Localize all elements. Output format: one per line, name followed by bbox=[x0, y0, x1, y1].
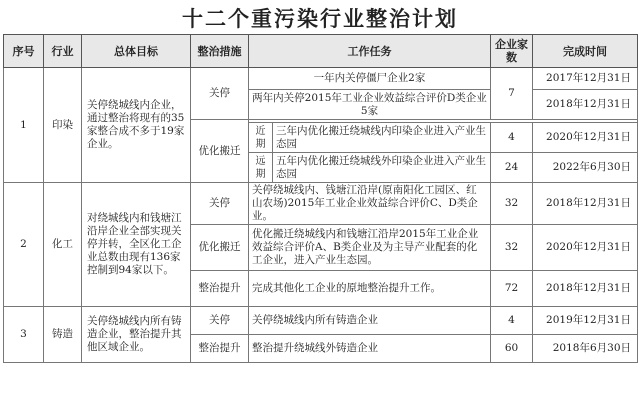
measure-cell: 整治提升 bbox=[191, 335, 249, 363]
count-cell: 4 bbox=[491, 307, 533, 335]
count-cell: 60 bbox=[491, 335, 533, 363]
header-count: 企业家数 bbox=[491, 35, 533, 68]
seq-cell: 3 bbox=[4, 307, 44, 363]
header-industry: 行业 bbox=[44, 35, 82, 68]
count-cell: 4 bbox=[491, 123, 533, 153]
deadline-cell: 2017年12月31日 bbox=[533, 68, 638, 90]
table-row bbox=[4, 307, 638, 335]
task-cell: 优化搬迁绕城线内和钱塘江沿岸2015年工业企业效益综合评价A、B类企业及为主导产业配套的化工企业，进入产业生态园。 bbox=[249, 225, 491, 271]
goal-cell: 关停绕城线内企业，通过整治将现有的35家整合成不多于19家企业。 bbox=[82, 68, 191, 183]
page-title: 十二个重污染行业整治计划 bbox=[182, 6, 458, 31]
count-cell: 32 bbox=[491, 183, 533, 225]
deadline-cell: 2020年12月31日 bbox=[533, 123, 638, 153]
measure-cell: 优化搬迁 bbox=[191, 120, 249, 183]
table-row bbox=[4, 183, 638, 225]
deadline-cell: 2020年12月31日 bbox=[533, 225, 638, 271]
header-goal: 总体目标 bbox=[82, 35, 191, 68]
measure-cell: 关停 bbox=[191, 307, 249, 335]
measure-cell: 整治提升 bbox=[191, 271, 249, 307]
industry-cell: 铸造 bbox=[44, 307, 82, 363]
term-cell: 近期 bbox=[249, 123, 273, 153]
industry-cell: 印染 bbox=[44, 68, 82, 183]
count-cell: 32 bbox=[491, 225, 533, 271]
task-cell: 两年内关停2015年工业企业效益综合评价D类企业5家 bbox=[249, 90, 491, 120]
header-task: 工作任务 bbox=[249, 35, 491, 68]
measure-cell: 关停 bbox=[191, 68, 249, 120]
deadline-cell: 2022年6月30日 bbox=[533, 153, 638, 183]
deadline-cell: 2018年6月30日 bbox=[533, 335, 638, 363]
task-cell: 完成其他化工企业的原地整治提升工作。 bbox=[249, 271, 491, 307]
table-row bbox=[4, 68, 638, 90]
measure-cell: 关停 bbox=[191, 183, 249, 225]
task-cell: 关停绕城线内、钱塘江沿岸(原南阳化工园区、红山农场)2015年工业企业效益综合评价C、D类企业。 bbox=[249, 183, 491, 225]
deadline-cell: 2018年12月31日 bbox=[533, 183, 638, 225]
term-cell: 远期 bbox=[249, 153, 273, 183]
task-cell: 整治提升绕城线外铸造企业 bbox=[249, 335, 491, 363]
header-row bbox=[4, 35, 638, 68]
task-cell: 三年内优化搬迁绕城线内印染企业进入产业生态园 bbox=[273, 123, 491, 153]
header-seq: 序号 bbox=[4, 35, 44, 68]
task-cell: 一年内关停僵尸企业2家 bbox=[249, 68, 491, 90]
task-cell: 关停绕城线内所有铸造企业 bbox=[249, 307, 491, 335]
plan-table bbox=[3, 34, 638, 363]
industry-cell: 化工 bbox=[44, 183, 82, 307]
deadline-cell: 2018年12月31日 bbox=[533, 90, 638, 120]
count-cell: 24 bbox=[491, 153, 533, 183]
header-measure: 整治措施 bbox=[191, 35, 249, 68]
measure-cell: 优化搬迁 bbox=[191, 225, 249, 271]
count-cell: 72 bbox=[491, 271, 533, 307]
seq-cell: 1 bbox=[4, 68, 44, 183]
goal-cell: 对绕城线内和钱塘江沿岸企业全部实现关停并转，全区化工企业总数由现有136家控制到94家以下。 bbox=[82, 183, 191, 307]
deadline-cell: 2018年12月31日 bbox=[533, 271, 638, 307]
goal-cell: 关停绕城线内所有铸造企业，整治提升其他区域企业。 bbox=[82, 307, 191, 363]
count-cell: 7 bbox=[491, 68, 533, 120]
deadline-cell: 2019年12月31日 bbox=[533, 307, 638, 335]
header-deadline: 完成时间 bbox=[533, 35, 638, 68]
seq-cell: 2 bbox=[4, 183, 44, 307]
task-cell: 五年内优化搬迁绕城线外印染企业进入产业生态园 bbox=[273, 153, 491, 183]
